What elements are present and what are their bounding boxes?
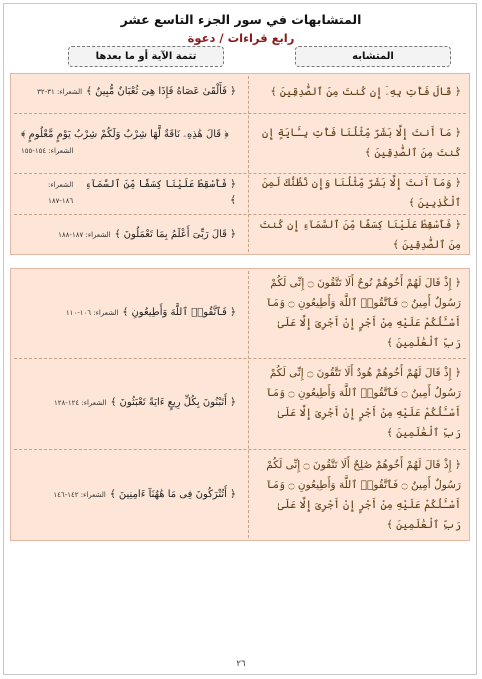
verse-reference: الشعراء: ١٨٧-١٨٨ <box>58 231 111 239</box>
verse-continuation: ﴿ أَتُتْرَكُونَ فِى مَا هَٰهُنَآ ءَامِنِينَ ﴾ الشعراء: ١٤٢-١٤٦ <box>21 454 236 536</box>
verse-continuation: ﴿ أَتَبْنُونَ بِكُلِّ رِيعٍ ءَايَةً تَعْبَثُونَ ﴾ الشعراء: ١٢٤-١٢٨ <box>21 363 236 443</box>
verse-similar: ﴿ مَآ أَنتَ إِلَّا بَشَرٌ مِّثْلُنَا فَأْتِ بِـَٔايَةٍ إِن كُنتَ مِنَ ٱلصَّٰدِقِينَ ﴾ <box>262 126 461 159</box>
table-row <box>11 74 469 109</box>
verse-similar: ﴿ إِذْ قَالَ لَهُمْ أَخُوهُمْ صَٰلِحٌ أَلَا تَتَّقُونَ ۝ إِنِّى لَكُمْ رَسُولٌ أَمِينٌ ۝ فَٱتَّقُوا۟ ٱللَّهَ وَأَطِيعُونِ ۝ وَمَآ أَسْـَٔلُكُمْ عَلَيْهِ مِنْ أَجْرٍ إِنْ أَجْرِىَ إِلَّا عَلَىٰ رَبِّ ٱلْعَٰلَمِينَ ﴾ <box>266 459 461 531</box>
header-continuation: تتمة الآية أو ما بعدها <box>68 46 224 67</box>
verse-similar: ﴿ فَأَسْقِطْ عَلَيْنَا كِسَفًا مِّنَ ٱلسَّمَآءِ إِن كُنتَ مِنَ ٱلصَّٰدِقِينَ ﴾ <box>259 219 461 251</box>
verse-continuation: ﴿ فَأَلْقَىٰ عَصَاهُ فَإِذَا هِىَ ثُعْبَانٌ مُّبِينٌ ﴾ الشعراء: ٣١-٣٢ <box>21 78 236 105</box>
verse-continuation: ﴿ قَالَ رَبِّىٓ أَعْلَمُ بِمَا تَعْمَلُونَ ﴾ الشعراء: ١٨٧-١٨٨ <box>21 219 236 251</box>
verse-similar: ﴿ وَمَآ أَنتَ إِلَّا بَشَرٌ مِّثْلُنَا وَإِن نَّظُنُّكَ لَمِنَ ٱلْكَٰذِبِينَ ﴾ <box>262 177 461 209</box>
verse-reference: الشعراء: ١٤٢-١٤٦ <box>53 491 106 499</box>
table-row <box>11 269 469 357</box>
table-row <box>11 359 469 447</box>
page-title: المتشابهات في سور الجزء التاسع عشر <box>120 12 362 27</box>
verse-reference: الشعراء: ١٢٤-١٢٨ <box>54 399 107 407</box>
table-row <box>11 114 469 171</box>
table-row <box>11 450 469 540</box>
verse-continuation: ﴿ فَأَسْقِطْ عَلَيْنَا كِسَفًا مِّنَ ٱلسَّمَآءِ ﴾ الشعراء: ١٨٦-١٨٧ <box>21 178 236 208</box>
similarities-table-1 <box>10 73 470 255</box>
verse-reference: الشعراء: ١٠٦-١١٠ <box>65 309 119 317</box>
verse-continuation: ﴿ قَالَ هَٰذِهِۦ نَاقَةٌ لَّهَا شِرْبٌ وَلَكُمْ شِرْبُ يَوْمٍ مَّعْلُومٍ ﴾ الشعراء: ١٥٤-١٥٥ <box>21 118 236 167</box>
verse-similar: ﴿ إِذْ قَالَ لَهُمْ أَخُوهُمْ هُودٌ أَلَا تَتَّقُونَ ۝ إِنِّى لَكُمْ رَسُولٌ أَمِينٌ ۝ فَٱتَّقُوا۟ ٱللَّهَ وَأَطِيعُونِ ۝ وَمَآ أَسْـَٔلُكُمْ عَلَيْهِ مِنْ أَجْرٍ إِنْ أَجْرِىَ إِلَّا عَلَىٰ رَبِّ ٱلْعَٰلَمِينَ ﴾ <box>266 367 461 439</box>
page-subtitle: رابع قراءات / دعوة <box>187 31 295 45</box>
verse-reference: الشعراء: ٣١-٣٢ <box>37 87 83 96</box>
similarities-table-2 <box>10 268 470 541</box>
verse-reference: الشعراء: ١٥٤-١٥٥ <box>21 146 74 155</box>
header-similar: المتشابه <box>295 46 451 67</box>
page-number: ٢٦ <box>236 659 246 669</box>
verse-reference: الشعراء: ١٨٦-١٨٧ <box>48 181 74 205</box>
verse-similar: ﴿ قَالَ فَأْتِ بِهِۦٓ إِن كُنتَ مِنَ ٱلصَّٰدِقِينَ ﴾ <box>270 85 461 98</box>
table-row <box>11 215 469 255</box>
verse-continuation: ﴿ فَٱتَّقُوا۟ ٱللَّهَ وَأَطِيعُونِ ﴾ الشعراء: ١٠٦-١١٠ <box>21 273 236 353</box>
verse-similar: ﴿ إِذْ قَالَ لَهُمْ أَخُوهُمْ نُوحٌ أَلَا تَتَّقُونَ ۝ إِنِّى لَكُمْ رَسُولٌ أَمِينٌ ۝ فَٱتَّقُوا۟ ٱللَّهَ وَأَطِيعُونِ ۝ وَمَآ أَسْـَٔلُكُمْ عَلَيْهِ مِنْ أَجْرٍ إِنْ أَجْرِىَ إِلَّا عَلَىٰ رَبِّ ٱلْعَٰلَمِينَ ﴾ <box>266 277 461 349</box>
table-row <box>11 174 469 212</box>
